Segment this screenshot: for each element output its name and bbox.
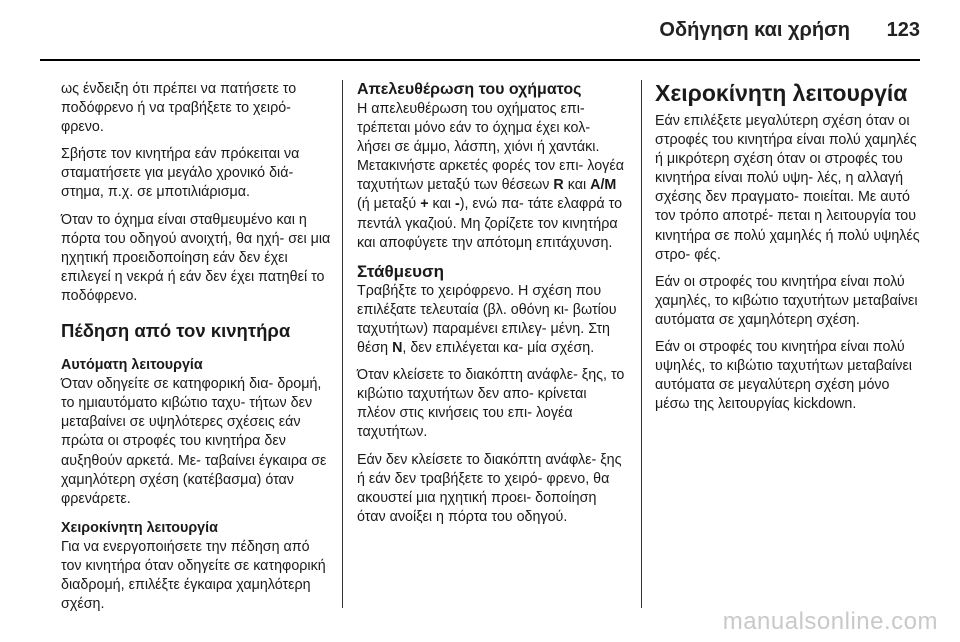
- column-divider: [641, 80, 642, 608]
- paragraph: Εάν δεν κλείσετε το διακόπτη ανάφλε- ξης ή εάν δεν τραβήξετε το χειρό- φρενο, θα ακουστεί μια ηχητική προει- δοποίηση όταν ανοίξει η πόρτα του οδηγού.: [357, 451, 622, 525]
- paragraph: Για να ενεργοποιήσετε την πέδηση από τον κινητήρα όταν οδηγείτε σε κατηφορική διαδρομή, επιλέξτε έγκαιρα χαμηλότερη σχέση.: [61, 538, 326, 613]
- paragraph: Όταν οδηγείτε σε κατηφορική δια- δρομή, το ημιαυτόματο κιβώτιο ταχυ- τήτων δεν μεταβαίνει σε υψηλότερες σχέσεις εάν πρώτα οι στροφές του κινητήρα δεν αυξηθούν αρκετά. Με- ταβαίνει έγκαιρα σε χαμηλότερη σχέση (κατέβασμα) όταν φρενάρετε.: [61, 376, 327, 507]
- paragraph: ως ένδειξη ότι πρέπει να πατήσετε το ποδόφρενο ή να τραβήξετε το χειρό- φρενο.: [61, 81, 297, 136]
- paragraph: Εάν οι στροφές του κινητήρα είναι πολύ υψηλές, το κιβώτιο ταχυτήτων μεταβαίνει αυτόματα σε μεγαλύτερη σχέση μόνο μέσω της λειτουργίας kickdown.: [655, 339, 912, 413]
- header-divider: [40, 59, 920, 61]
- heading-rocking-vehicle: Απελευθέρωση του οχήματος: [357, 81, 582, 98]
- watermark: manualsonline.com: [722, 608, 938, 635]
- paragraph: Τραβήξτε το χειρόφρενο. Η σχέση που επιλέξατε τελευταία (βλ. οθόνη κι- βωτίου ταχυτήτων) παραμένει επιλεγ- μένη. Στη θέση N, δεν επιλέγεται κα- μία σχέση.: [357, 282, 617, 357]
- section-heading-engine-braking: Πέδηση από τον κινητήρα: [61, 320, 291, 342]
- paragraph: Όταν το όχημα είναι σταθμευμένο και η πόρτα του οδηγού ανοιχτή, θα ηχή- σει μια ηχητική προειδοποίηση εάν δεν έχει επιλεγεί η νεκρά ή εάν δεν έχει πατηθεί το ποδόφρενο.: [61, 211, 331, 304]
- subheading-manual-mode: Χειροκίνητη λειτουργία: [61, 519, 218, 536]
- page-header: [0, 0, 960, 58]
- heading-parking: Στάθμευση: [357, 261, 445, 281]
- section-title: Οδήγηση και χρήση: [659, 19, 850, 41]
- column-middle: [357, 80, 627, 535]
- paragraph: Εάν οι στροφές του κινητήρα είναι πολύ χαμηλές, το κιβώτιο ταχυτήτων μεταβαίνει αυτόματα σε χαμηλότερη σχέση.: [655, 273, 918, 328]
- paragraph: Σβήστε τον κινητήρα εάν πρόκειται να σταματήσετε για μεγάλο χρονικό διά- στημα, π.χ. σε μποτιλιάρισμα.: [61, 146, 300, 201]
- column-left: [61, 80, 331, 622]
- paragraph: Όταν κλείσετε το διακόπτη ανάφλε- ξης, το κιβώτιο ταχυτήτων δεν απο- κρίνεται πλέον στις κινήσεις του επι- λογέα ταχυτήτων.: [357, 367, 625, 441]
- heading-manual-mode: Χειροκίνητη λειτουργία: [655, 80, 908, 106]
- page-number: 123: [886, 19, 920, 41]
- column-divider: [342, 80, 343, 608]
- column-right: [655, 80, 925, 422]
- subheading-automatic-mode: Αυτόματη λειτουργία: [61, 357, 203, 374]
- paragraph: Εάν επιλέξετε μεγαλύτερη σχέση όταν οι στροφές του κινητήρα είναι πολύ χαμηλές ή μικρότερη σχέση όταν οι στροφές του κινητήρα είναι πολύ υψη- λές, η αλλαγή σχέσης δεν πραγματο- ποιείται. Με αυτό τον τρόπο αποτρέ- πεται η λειτουργία του κινητήρα σε πολύ χαμηλές ή πολύ υψηλές στρο- φές.: [655, 113, 920, 263]
- paragraph: Η απελευθέρωση του οχήματος επι- τρέπεται μόνο εάν το όχημα έχει κολ- λήσει σε άμμο, λάσπη, χιόνι ή χαντάκι. Μετακινήστε αρκετές φορές τον επι- λογέα ταχυτήτων μεταξύ των θέσεων R και A/M (ή μεταξύ + και -), ενώ πα- τάτε ελαφρά το πεντάλ γκαζιού. Μη ζορίζετε τον κινητήρα και αποφύγετε την απότομη επιτάχυνση.: [357, 101, 624, 251]
